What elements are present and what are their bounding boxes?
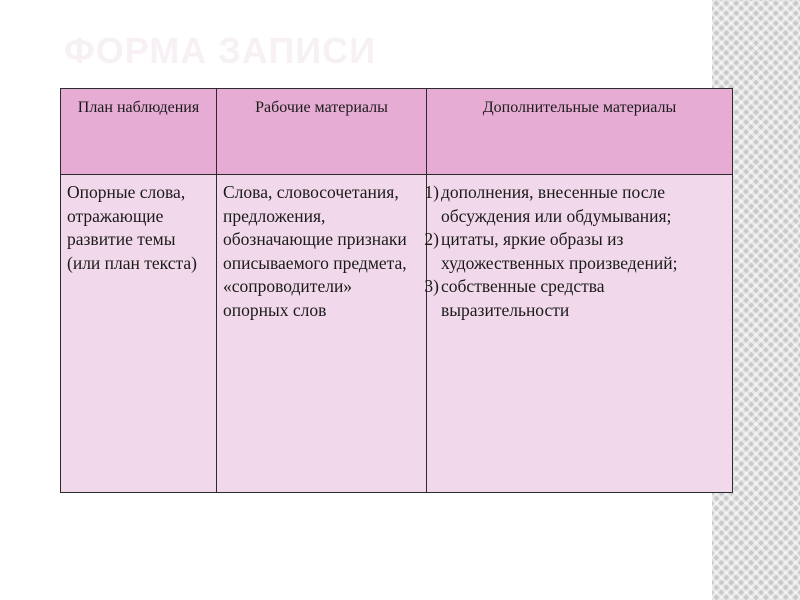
header-additional-materials: Дополнительные материалы [427,89,733,175]
list-item-number: 1) [424,182,439,202]
record-form-table [60,88,733,493]
cell-additional-materials [424,175,733,493]
list-item-text: собственные средства выразительности [441,276,605,320]
list-item [424,228,726,275]
list-item [424,181,726,228]
cell-working-materials: Слова, словосочетания, предложения, обозначающие признаки описываемого предмета, «сопроводители» опорных слов [217,175,427,493]
header-working-materials: Рабочие материалы [217,89,427,175]
header-observation-plan: План наблюдения [61,89,217,175]
slide-title: ФОРМА ЗАПИСИ [64,30,376,71]
additional-materials-list [424,181,726,322]
table-header-row [61,89,733,175]
list-item-text: цитаты, яркие образы из художественных произведений; [441,229,678,273]
list-item-number: 2) [424,229,439,249]
table-row [61,175,733,493]
list-item-text: дополнения, внесенные после обсуждения или обдумывания; [441,182,672,226]
list-item [424,275,726,322]
list-item-number: 3) [424,276,439,296]
cell-observation-plan: Опорные слова, отражающие развитие темы (или план текста) [61,175,217,493]
